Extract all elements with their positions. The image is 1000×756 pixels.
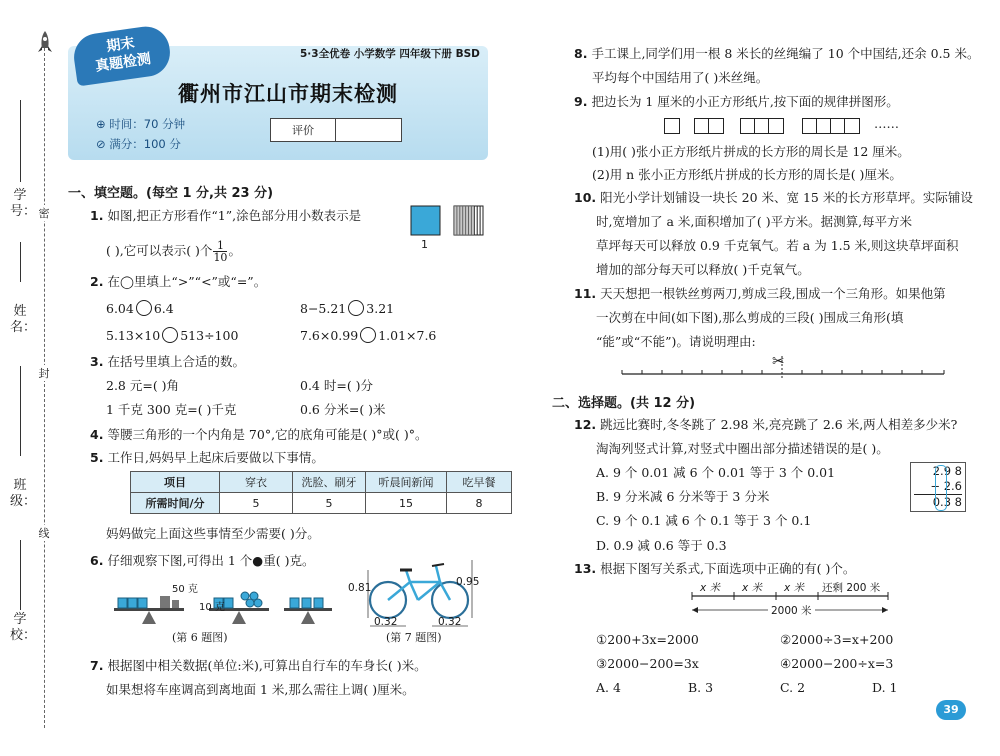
- table-row: [131, 493, 512, 514]
- q4: 4. 等腰三角形的一个内角是 70°,它的底角可能是( )°或( )°。: [90, 427, 428, 442]
- q6-weight-50: 50 克: [172, 584, 198, 595]
- seal-char-2: 封: [38, 367, 50, 380]
- check-icon: ⊘: [96, 137, 110, 151]
- eval-label: 评价: [271, 119, 336, 141]
- q10-line1: 10. 阳光小学计划铺设一块长 20 米、宽 15 米的长方形草坪。实际铺设: [574, 190, 973, 205]
- scissors-icon: ✂: [772, 352, 785, 370]
- name-label: 姓名：: [10, 304, 37, 335]
- section2-title: 二、选择题。(共 12 分): [552, 396, 696, 411]
- q12-option-b[interactable]: B. 9 分米减 6 分米等于 3 分米: [596, 489, 770, 504]
- q12-option-a[interactable]: A. 9 个 0.01 减 6 个 0.01 等于 3 个 0.01: [596, 465, 836, 480]
- q10-line3: 草坪每天可以释放 0.9 千克氧气。若 a 为 1.5 米,则这块草坪面积: [596, 238, 959, 253]
- q13-opt-1: ①200+3x=2000: [596, 632, 699, 647]
- table-cell: 项目: [131, 472, 220, 493]
- table-cell: 吃早餐: [447, 472, 512, 493]
- rocket-icon: [36, 30, 54, 59]
- q13-segment-figure: [690, 582, 890, 622]
- student-no-line[interactable]: [20, 100, 21, 182]
- table-cell: 穿衣: [220, 472, 293, 493]
- q12-vertical-calc: 2.9 8 − 2.6 0.3 8: [910, 462, 966, 512]
- q10-line4: 增加的部分每天可以释放( )千克氧气。: [596, 262, 810, 277]
- q5-table: [130, 471, 512, 514]
- q6-caption: (第 6 题图): [172, 631, 228, 644]
- q13-opt-4: ④2000−200÷x=3: [780, 656, 894, 671]
- q13-choice-c[interactable]: C. 2: [780, 680, 806, 695]
- q12-option-d[interactable]: D. 0.9 减 0.6 等于 0.3: [596, 538, 727, 553]
- q13-seg-1: x 米: [700, 582, 721, 594]
- q7-dim-095: 0.95: [456, 576, 480, 588]
- time-info: ⊕ 时间：70 分钟: [96, 117, 186, 131]
- section1-title: 一、填空题。(每空 1 分,共 23 分): [68, 186, 274, 201]
- q2-item-1: 6.04 6.4: [106, 301, 174, 316]
- q11-line2: 一次剪在中间(如下图),那么剪成的三段( )围成三角形(填: [596, 310, 904, 325]
- q11-line3: “能”或“不能”)。请说明理由:: [596, 334, 756, 349]
- q1-line1: 1. 如图,把正方形看作“1”,涂色部分用小数表示是: [90, 208, 362, 223]
- q6-weight-10: 10 克: [199, 602, 225, 613]
- q5-after: 妈妈做完上面这些事情至少需要( )分。: [106, 526, 320, 541]
- q12-option-c[interactable]: C. 9 个 0.1 减 6 个 0.1 等于 3 个 0.1: [596, 513, 812, 528]
- page-number: 39: [936, 700, 966, 720]
- q6-balance-figure: [104, 578, 334, 633]
- q13-seg-4: 还剩 200 米: [822, 582, 881, 594]
- q7-caption: (第 7 题图): [386, 631, 442, 644]
- q7-dim-032-right: 0.32: [438, 616, 462, 628]
- q13-choice-b[interactable]: B. 3: [688, 680, 714, 695]
- q7-line2: 如果想将车座调高到离地面 1 米,那么需往上调( )厘米。: [106, 682, 415, 697]
- seal-char-1: 密: [38, 207, 50, 220]
- q1-line2: ( ),它可以表示( )个 $\frac{1}{10}$ 。: [106, 239, 241, 264]
- q9-sub1: (1)用( )张小正方形纸片拼成的长方形的周长是 12 厘米。: [592, 144, 910, 159]
- q9-title: 9. 把边长为 1 厘米的小正方形纸片,按下面的规律拼图形。: [574, 94, 899, 109]
- q8-line1: 8. 手工课上,同学们用一根 8 米长的丝绳编了 10 个中国结,还余 0.5 米。: [574, 46, 980, 61]
- compare-circle[interactable]: [162, 327, 178, 343]
- q13-total: 2000 米: [768, 603, 815, 618]
- q8-line2: 平均每个中国结用了( )米丝绳。: [592, 70, 769, 85]
- q13-opt-3: ③2000−200=3x: [596, 656, 699, 671]
- exam-badge: 期末 真题检测: [71, 24, 173, 87]
- q9-sub2: (2)用 n 张小正方形纸片拼成的长方形的周长是( )厘米。: [592, 167, 902, 182]
- name-line[interactable]: [20, 366, 21, 456]
- series-info: 5·3全优卷 小学数学 四年级下册 BSD: [300, 48, 480, 60]
- school-label: 学校：: [10, 612, 37, 643]
- eval-box: [270, 118, 402, 142]
- q1-fraction: $\frac{1}{10}$: [213, 239, 228, 264]
- q2-title: 2. 在◯里填上“>”“<”或“=”。: [90, 274, 267, 289]
- q13-choice-a[interactable]: A. 4: [596, 680, 621, 695]
- q10-line2: 时,宽增加了 a 米,面积增加了( )平方米。据测算,每平方米: [596, 214, 913, 229]
- q12-line2: 淘淘列竖式计算,对竖式中圈出部分描述错误的是( )。: [596, 441, 889, 456]
- q1-figure: [410, 205, 484, 251]
- table-cell: 5: [293, 493, 366, 514]
- student-no-line-2[interactable]: [20, 242, 21, 282]
- q7-line1: 7. 根据图中相关数据(单位:米),可算出自行车的车身长( )米。: [90, 658, 427, 673]
- page-title: 衢州市江山市期末检测: [178, 82, 398, 106]
- seal-char-3: 线: [38, 527, 50, 540]
- class-line[interactable]: [20, 540, 21, 610]
- table-cell: 听晨间新闻: [366, 472, 447, 493]
- q7-dim-081: 0.81: [348, 582, 372, 594]
- q9-dots: ……: [874, 116, 899, 131]
- q13-seg-2: x 米: [742, 582, 763, 594]
- q7-bicycle-figure: [350, 556, 480, 635]
- table-cell: 15: [366, 493, 447, 514]
- q13-seg-3: x 米: [784, 582, 805, 594]
- score-info: ⊘ 满分：100 分: [96, 137, 181, 151]
- q2-item-3: 5.13×10 513÷100: [106, 328, 239, 343]
- q13-title: 13. 根据下图写关系式,下面选项中正确的有( )个。: [574, 561, 856, 576]
- compare-circle[interactable]: [348, 300, 364, 316]
- q11-line1: 11. 天天想把一根铁丝剪两刀,剪成三段,围成一个三角形。如果他第: [574, 286, 946, 301]
- q2-item-2: 8−5.21 3.21: [300, 301, 395, 316]
- q12-line1: 12. 跳远比赛时,冬冬跳了 2.98 米,亮亮跳了 2.6 米,两人相差多少米?: [574, 417, 958, 432]
- table-row: [131, 472, 512, 493]
- q5-title: 5. 工作日,妈妈早上起床后要做以下事情。: [90, 450, 324, 465]
- table-cell: 8: [447, 493, 512, 514]
- q3-item-4: 0.6 分米=( )米: [300, 402, 386, 417]
- q2-item-4: 7.6×0.99 1.01×7.6: [300, 328, 437, 343]
- student-no-label: 学号：: [10, 188, 37, 219]
- q1-fig-label: 1: [421, 238, 428, 251]
- clock-icon: ⊕: [96, 117, 110, 131]
- table-cell: 所需时间/分: [131, 493, 220, 514]
- circled-digit-mark: [935, 465, 947, 511]
- table-cell: 5: [220, 493, 293, 514]
- q13-opt-2: ②2000÷3=x+200: [780, 632, 894, 647]
- q11-wire-figure: [620, 354, 946, 385]
- q6: 6. 仔细观察下图,可得出 1 个●重( )克。: [90, 553, 315, 568]
- q3-item-2: 0.4 时=( )分: [300, 378, 374, 393]
- q3-item-3: 1 千克 300 克=( )千克: [106, 402, 237, 417]
- class-label: 班级：: [10, 478, 37, 509]
- q13-choice-d[interactable]: D. 1: [872, 680, 898, 695]
- q3-title: 3. 在括号里填上合适的数。: [90, 354, 245, 369]
- binding-dashed-line: [44, 48, 45, 728]
- eval-score-field[interactable]: [336, 119, 401, 141]
- table-cell: 洗脸、刷牙: [293, 472, 366, 493]
- q7-dim-032-left: 0.32: [374, 616, 398, 628]
- compare-circle[interactable]: [360, 327, 376, 343]
- compare-circle[interactable]: [136, 300, 152, 316]
- q3-item-1: 2.8 元=( )角: [106, 378, 180, 393]
